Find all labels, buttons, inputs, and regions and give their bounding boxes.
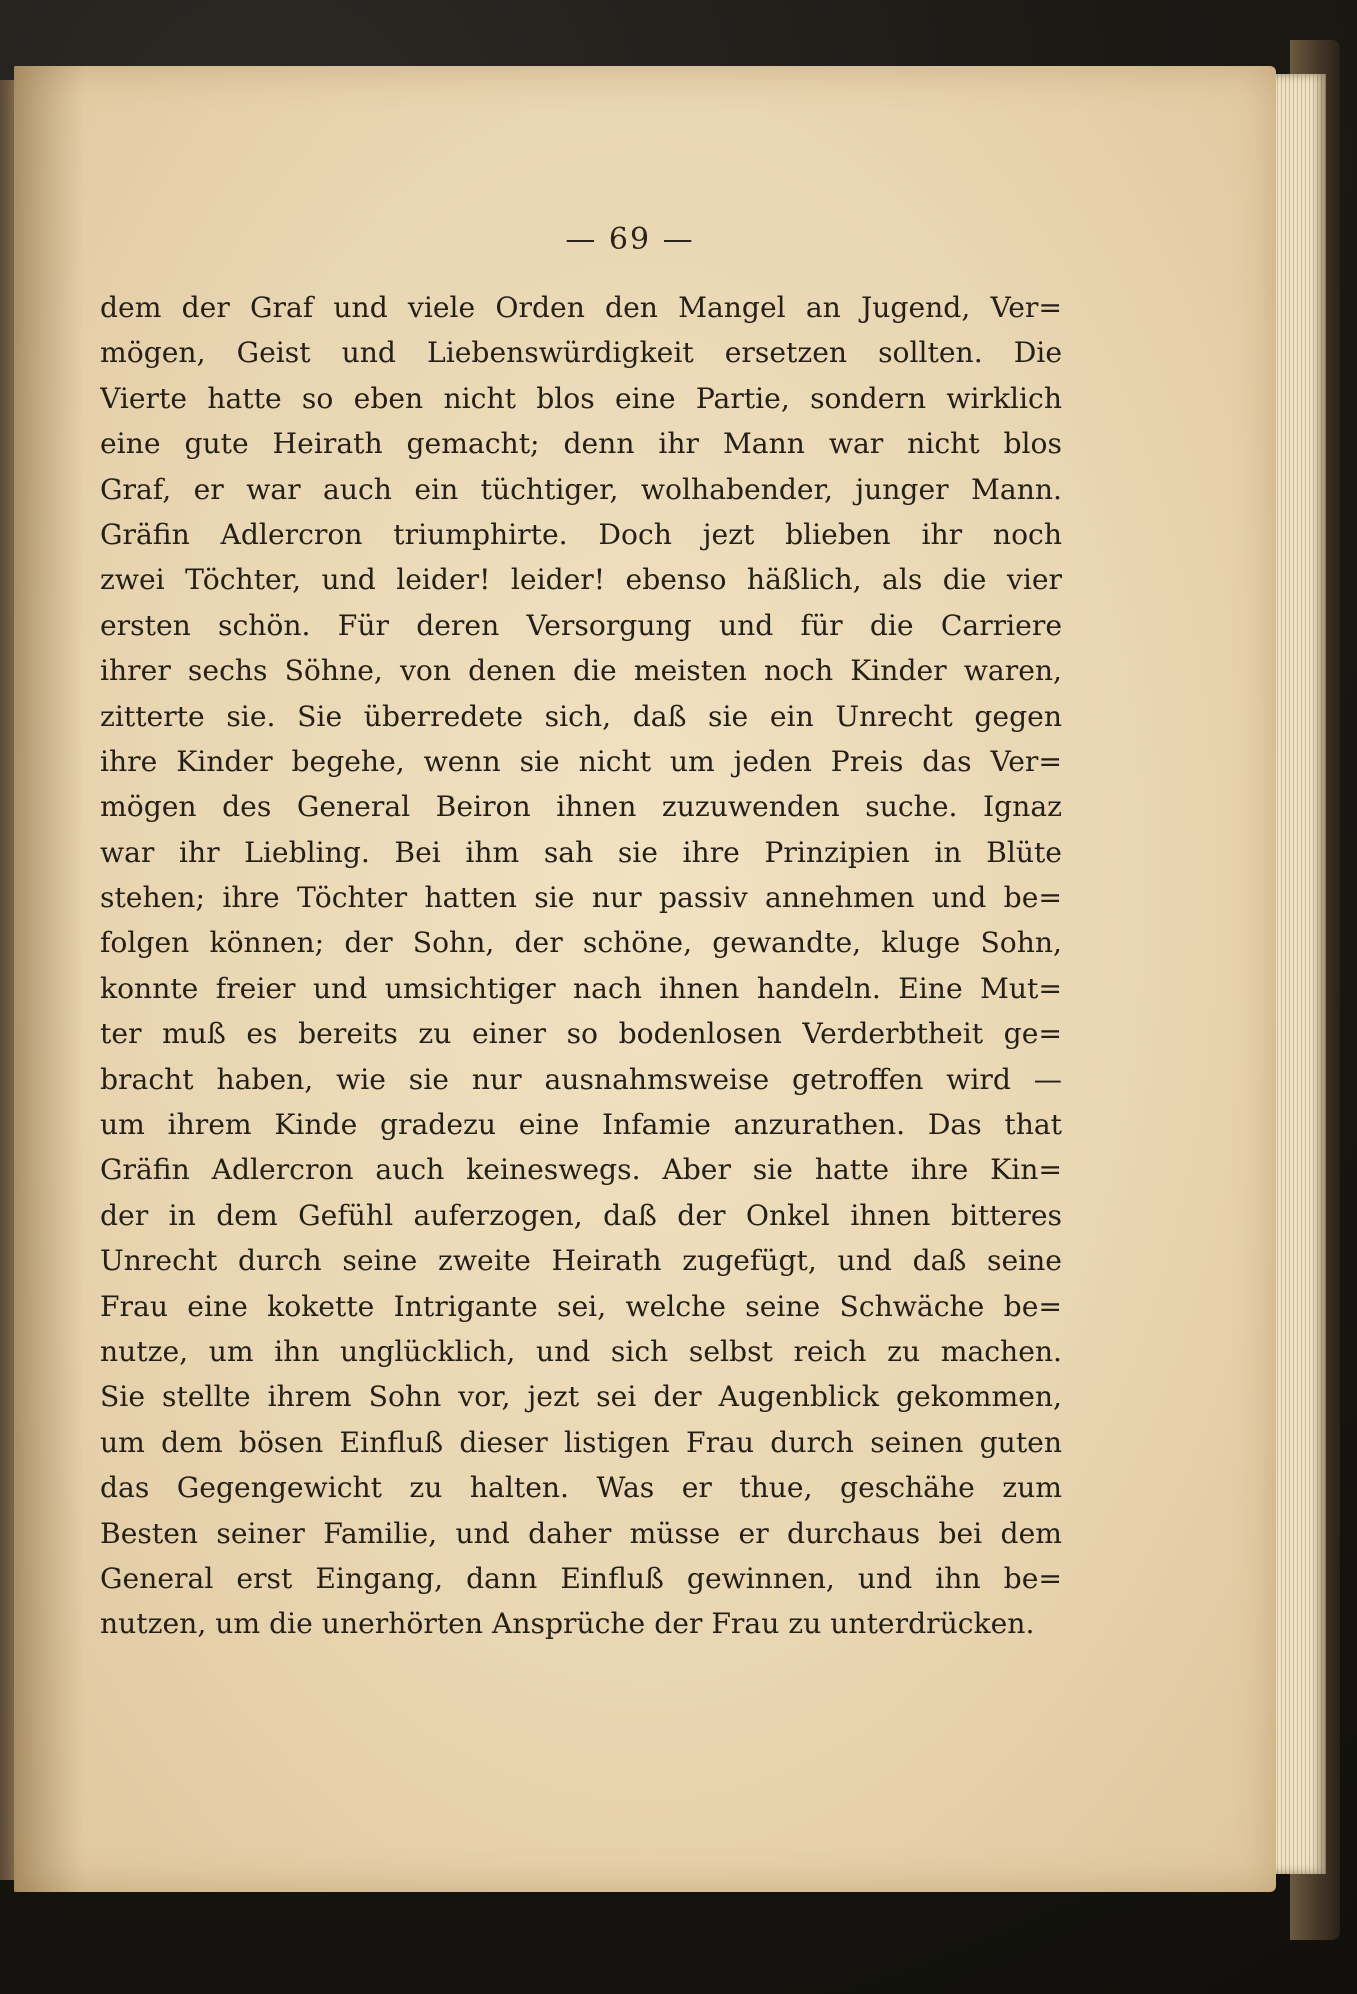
- text-line: nutzen, um die unerhörten Ansprüche der Frau zu unterdrücken.: [100, 1607, 1035, 1641]
- text-line: mögen des General Beiron ihnen zuzuwenden suche. Ignaz: [100, 790, 1062, 824]
- text-line: Gräfin Adlercron triumphirte. Doch jezt blieben ihr noch: [100, 517, 1062, 551]
- text-line: ihrer sechs Söhne, von denen die meisten noch Kinder waren,: [100, 654, 1062, 688]
- text-line: Frau eine kokette Intrigante sei, welche seine Schwäche be=: [100, 1289, 1062, 1323]
- text-line: zitterte sie. Sie überredete sich, daß sie ein Unrecht gegen: [100, 699, 1062, 733]
- text-line: ihre Kinder begehe, wenn sie nicht um jeden Preis das Ver=: [100, 744, 1062, 778]
- text-line: konnte freier und umsichtiger nach ihnen handeln. Eine Mut=: [100, 971, 1062, 1005]
- text-line: mögen, Geist und Liebenswürdigkeit ersetzen sollten. Die: [100, 336, 1062, 370]
- text-line: Besten seiner Familie, und daher müsse er durchaus bei dem: [100, 1516, 1062, 1550]
- text-line: der in dem Gefühl auferzogen, daß der Onkel ihnen bitteres: [100, 1198, 1062, 1232]
- page-number: — 69 —: [565, 222, 695, 257]
- text-line: Vierte hatte so eben nicht blos eine Partie, sondern wirklich: [100, 381, 1062, 415]
- text-line: Graf, er war auch ein tüchtiger, wolhabender, junger Mann.: [100, 472, 1062, 506]
- text-line: bracht haben, wie sie nur ausnahmsweise getroffen wird —: [100, 1062, 1062, 1096]
- text-line: General erst Eingang, dann Einfluß gewinnen, und ihn be=: [100, 1561, 1062, 1595]
- text-line: folgen können; der Sohn, der schöne, gewandte, kluge Sohn,: [100, 926, 1062, 960]
- text-line: eine gute Heirath gemacht; denn ihr Mann war nicht blos: [100, 427, 1062, 461]
- text-line: Gräfin Adlercron auch keineswegs. Aber sie hatte ihre Kin=: [100, 1153, 1062, 1187]
- text-line: das Gegengewicht zu halten. Was er thue, geschähe zum: [100, 1471, 1062, 1505]
- text-line: um dem bösen Einfluß dieser listigen Frau durch seinen guten: [100, 1425, 1062, 1459]
- text-line: zwei Töchter, und leider! leider! ebenso häßlich, als die vier: [100, 563, 1062, 597]
- text-line: Sie stellte ihrem Sohn vor, jezt sei der Augenblick gekommen,: [100, 1380, 1062, 1414]
- text-line: um ihrem Kinde gradezu eine Infamie anzurathen. Das that: [100, 1108, 1062, 1142]
- body-text: [100, 285, 1062, 1647]
- text-line: dem der Graf und viele Orden den Mangel an Jugend, Ver=: [100, 291, 1062, 324]
- text-line: stehen; ihre Töchter hatten sie nur passiv annehmen und be=: [100, 881, 1062, 915]
- gutter-shadow: [14, 66, 84, 1892]
- text-line: ersten schön. Für deren Versorgung und für die Carriere: [100, 608, 1062, 642]
- text-line: ter muß es bereits zu einer so bodenlosen Verderbtheit ge=: [100, 1017, 1062, 1051]
- text-line: nutze, um ihn unglücklich, und sich selbst reich zu machen.: [100, 1334, 1062, 1368]
- text-line: Unrecht durch seine zweite Heirath zugefügt, und daß seine: [100, 1244, 1062, 1278]
- text-line: war ihr Liebling. Bei ihm sah sie ihre Prinzipien in Blüte: [100, 835, 1062, 869]
